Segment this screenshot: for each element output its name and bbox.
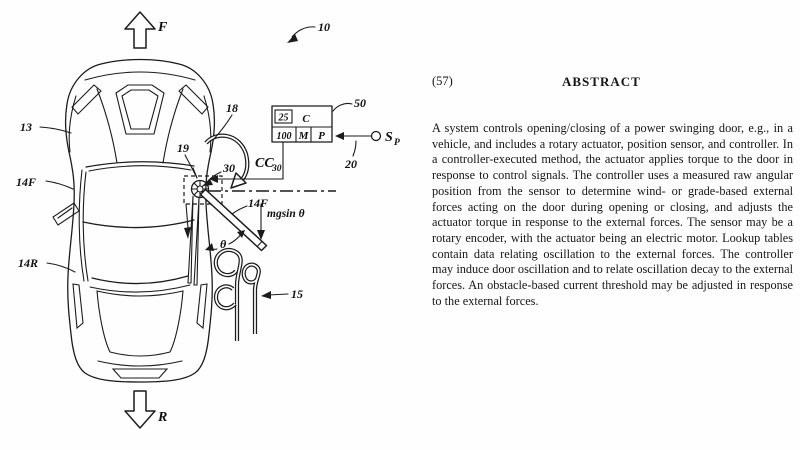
controller-cell-100: 100 [276, 131, 292, 142]
apillar-left-inner [83, 172, 88, 281]
hood-scoop-outer [116, 85, 164, 134]
abstract-title: ABSTRACT [562, 74, 641, 89]
ref-50-label: 50 [354, 96, 366, 110]
ref-19-callout [177, 141, 197, 178]
ref-13-callout [20, 120, 71, 134]
ref-14F-door-callout [232, 196, 268, 214]
cowl-arc-inner [89, 166, 191, 171]
abstract-number: (57) [432, 74, 453, 88]
ref-30-label: 30 [223, 161, 235, 175]
rear-direction-arrow [125, 391, 167, 428]
car-top-view [53, 60, 214, 383]
ref-14R-callout [18, 256, 75, 272]
quarter-vent-right [197, 284, 207, 328]
rear-label: R [158, 410, 168, 425]
rear-deck-arc [90, 285, 190, 292]
ref-14F-door-label: 14F [248, 196, 269, 210]
wind-swirl-icon [216, 250, 259, 341]
gravity-force-label: mgsin θ [267, 208, 305, 220]
sensor-signal [335, 130, 400, 171]
controller-box [272, 96, 366, 142]
ref-15-callout [261, 287, 303, 301]
controller-small-box-label: 25 [278, 112, 289, 124]
rear-hatch-glass [97, 291, 183, 356]
ref-13-label: 13 [20, 120, 32, 134]
ref-20-callout [344, 141, 357, 171]
sensor-label-sub: P [394, 138, 400, 148]
ref-14R-label: 14R [18, 256, 39, 270]
ref-19-label: 19 [177, 141, 189, 155]
door-aperture-rear [194, 198, 199, 285]
side-mirror [53, 203, 79, 225]
rear-center-panel [113, 369, 167, 378]
sensor-label: S [385, 130, 393, 145]
door-aperture-front [188, 196, 193, 283]
sensor-node-circle [372, 132, 381, 141]
door-angle-label: θ [220, 237, 227, 251]
controller-cell-M: M [298, 130, 309, 142]
abstract-body: A system controls opening/closing of a power swinging door, e.g., in a vehicle, and includes a rotary actuator, position sensor, and controller. In a controller-executed method, the actuator applies torque to the door in response to control signals. The controller uses a measured raw angular position from the sensor to determine wind- or grade-based external forces acting on the door during opening or closing, and adjusts the actuator torque in response to the external forces. The sensor may be a rotary encoder, with the actuator being an electric motor. Lookup tables contain data relating oscillation to the external forces. The controller may induce door oscillation and to relate oscillation decay to the external forces. An obstacle-based current threshold may be adjusted in response to the external forces. [432, 121, 793, 308]
rear-bumper-arc [98, 361, 182, 366]
abstract-header [432, 74, 793, 92]
cc-label-sub: 30 [272, 164, 282, 174]
ref-18-label: 18 [226, 101, 238, 115]
ref-10-label: 10 [318, 20, 330, 34]
ref-20-label: 20 [345, 157, 357, 171]
rear-window-arc [92, 276, 188, 284]
cc-label: CC [255, 156, 274, 171]
roof-rear-arc [83, 220, 194, 228]
front-direction-arrow [125, 12, 168, 48]
ref-15-label: 15 [291, 287, 303, 301]
hood-scoop-inner [122, 90, 158, 129]
ref-50-callout [333, 96, 366, 111]
ref-10-callout [287, 20, 330, 43]
quarter-vent-left [73, 284, 83, 328]
door-angle-arc [205, 230, 245, 251]
controller-main-label: C [302, 113, 310, 125]
hood-crease-left [97, 89, 117, 163]
ref-14F-body-label: 14F [16, 175, 37, 189]
abstract-section [432, 74, 793, 309]
controller-cell-P: P [318, 130, 325, 142]
front-bumper-line [85, 72, 195, 80]
front-label: F [158, 20, 168, 35]
ref-14F-body-callout [16, 175, 73, 189]
